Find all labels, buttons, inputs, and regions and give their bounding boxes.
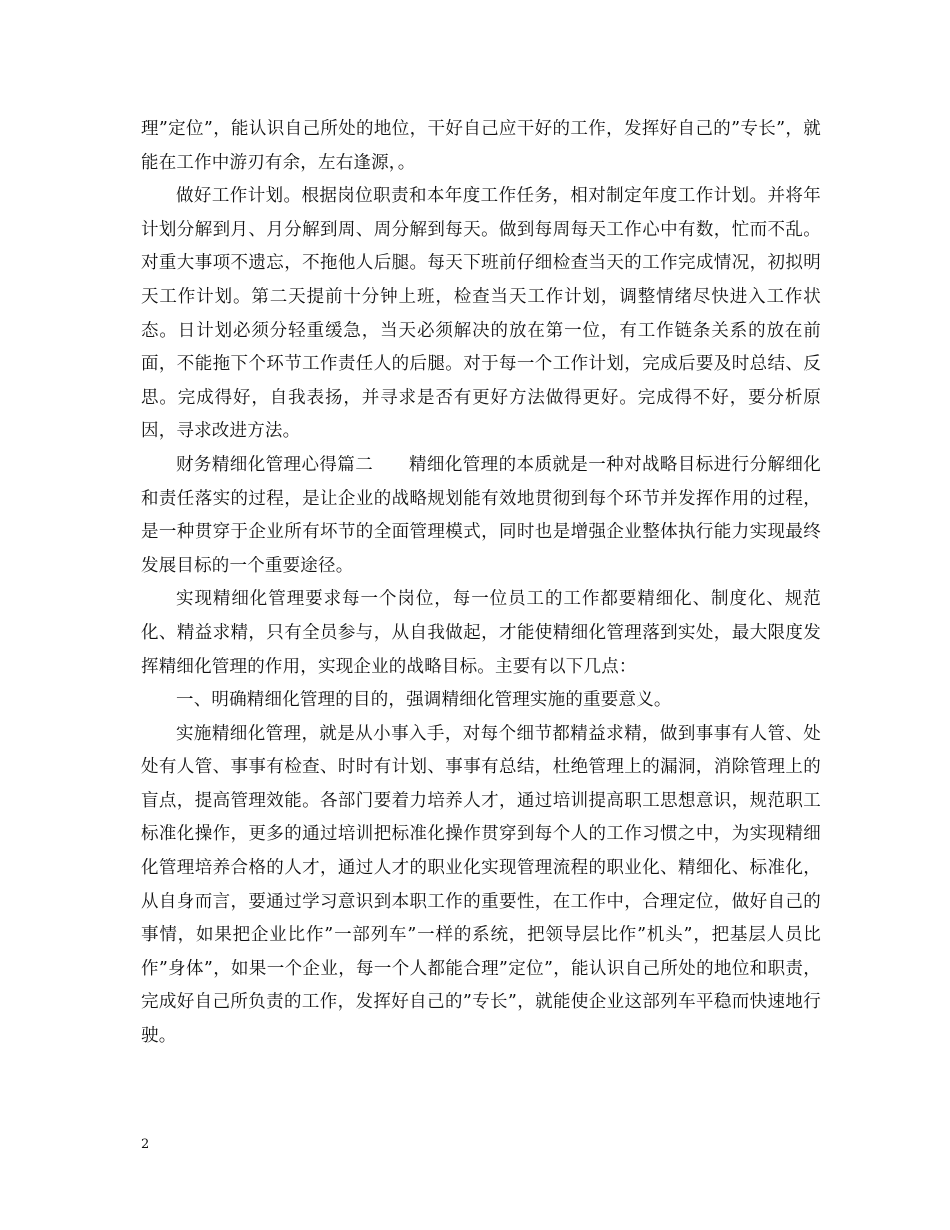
paragraph-implementation: 实施精细化管理，就是从小事入手，对每个细节都精益求精，做到事事有人管、处处有人管、事事有检查、时时有计划、事事有总结，杜绝管理上的漏洞，消除管理上的盲点，提高管理效能。各部门要着力培养人才，通过培训提高职工思想意识，规范职工标准化操作，更多的通过培训把标准化操作贯穿到每个人的工作习惯之中，为实现精细化管理培养合格的人才，通过人才的职业化实现管理流程的职业化、精细化、标准化，从自身而言，要通过学习意识到本职工作的重要性，在工作中，合理定位，做好自己的事情，如果把企业比作”一部列车”一样的系统，把领导层比作”机头”，把基层人员比作”身体”，如果一个企业，每一个人都能合理”定位”，能认识自己所处的地位和职责，完成好自己所负责的工作，发挥好自己的”专长”，就能使企业这部列车平稳而快速地行驶。: [141, 723, 821, 1047]
document-body: [141, 113, 821, 1054]
paragraph-continued: 理”定位”，能认识自己所处的地位，干好自己应干好的工作，发挥好自己的”专长”，就能在工作中游刃有余，左右逢源，。: [141, 119, 821, 173]
paragraph-requirements: 实现精细化管理要求每一个岗位，每一位员工的工作都要精细化、制度化、规范化、精益求精，只有全员参与，从自我做起，才能使精细化管理落到实处，最大限度发挥精细化管理的作用，实现企业的战略目标。主要有以下几点：: [141, 589, 821, 677]
paragraph-section-two: 财务精细化管理心得篇二 精细化管理的本质就是一种对战略目标进行分解细化和责任落实的过程，是让企业的战略规划能有效地贯彻到每个环节并发挥作用的过程，是一种贯穿于企业所有坏节的全面管理模式，同时也是增强企业整体执行能力实现最终发展目标的一个重要途径。: [141, 454, 821, 576]
page-number: 2: [141, 1137, 150, 1152]
paragraph-point-one-heading: 一、明确精细化管理的目的，强调精细化管理实施的重要意义。: [176, 690, 672, 711]
paragraph-work-plan: 做好工作计划。根据岗位职责和本年度工作任务，相对制定年度工作计划。并将年计划分解到月、月分解到周、周分解到每天。做到每周每天工作心中有数，忙而不乱。对重大事项不遗忘，不拖他人后腿。每天下班前仔细检查当天的工作完成情况，初拟明天工作计划。第二天提前十分钟上班，检查当天工作计划，调整情绪尽快进入工作状态。日计划必须分轻重缓急，当天必须解决的放在第一位，有工作链条关系的放在前面，不能拖下个环节工作责任人的后腿。对于每一个工作计划，完成后要及时总结、反思。完成得好，自我表扬，并寻求是否有更好方法做得更好。完成得不好，要分析原因，寻求改进方法。: [141, 186, 821, 442]
